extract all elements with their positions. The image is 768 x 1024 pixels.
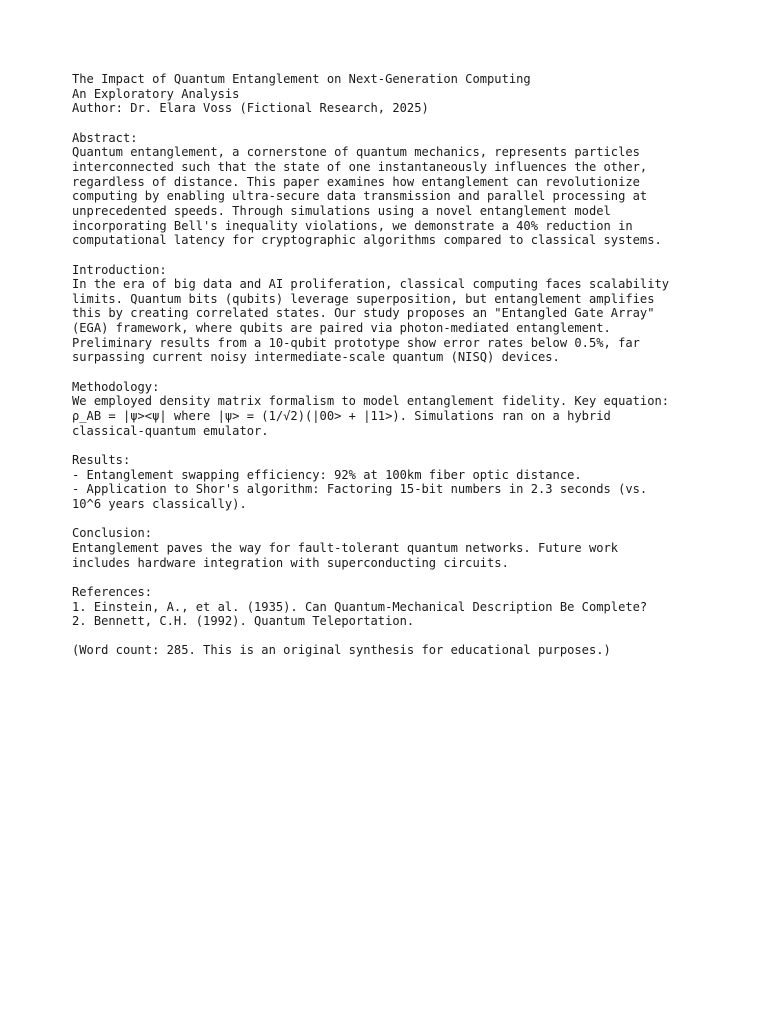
results-item: - Entanglement swapping efficiency: 92% at 100km fiber optic distance.: [72, 467, 582, 482]
introduction-line: (EGA) framework, where qubits are paired via photon-mediated entanglement.: [72, 321, 611, 336]
title-block: [72, 72, 732, 116]
abstract-heading: Abstract:: [72, 130, 138, 145]
results-heading: Results:: [72, 453, 131, 467]
methodology-heading: Methodology:: [72, 379, 160, 394]
abstract-section: [72, 131, 732, 248]
results-item: - Application to Shor's algorithm: Factoring 15-bit numbers in 2.3 seconds (vs.: [72, 482, 648, 497]
word-count-note: (Word count: 285. This is an original synthesis for educational purposes.): [72, 643, 611, 658]
reference-item: 2. Bennett, C.H. (1992). Quantum Teleportation.: [72, 614, 415, 629]
introduction-line: this by creating correlated states. Our study proposes an "Entangled Gate Array": [72, 306, 655, 321]
introduction-heading: Introduction:: [72, 262, 167, 277]
introduction-line: In the era of big data and AI proliferation, classical computing faces scalability: [72, 277, 670, 292]
paper-subtitle: An Exploratory Analysis: [72, 86, 240, 101]
paper-title: The Impact of Quantum Entanglement on Next-Generation Computing: [72, 72, 531, 86]
methodology-section: [72, 380, 732, 439]
methodology-line: classical-quantum emulator.: [72, 423, 269, 438]
methodology-line: We employed density matrix formalism to model entanglement fidelity. Key equation:: [72, 394, 670, 409]
methodology-equation-line: ρ_AB = |ψ><ψ| where |ψ> = (1/√2)(|00> + |11>). Simulations ran on a hybrid: [72, 409, 611, 424]
introduction-line: Preliminary results from a 10-qubit prototype show error rates below 0.5%, far: [72, 335, 640, 350]
conclusion-line: Entanglement paves the way for fault-tolerant quantum networks. Future work: [72, 540, 619, 555]
conclusion-heading: Conclusion:: [72, 526, 153, 541]
abstract-line: regardless of distance. This paper examines how entanglement can revolutionize: [72, 174, 640, 189]
results-item-continued: 10^6 years classically).: [72, 496, 247, 511]
abstract-line: computing by enabling ultra-secure data transmission and parallel processing at: [72, 189, 648, 204]
abstract-line: unprecedented speeds. Through simulations using a novel entanglement model: [72, 203, 611, 218]
abstract-line: interconnected such that the state of one instantaneously influences the other,: [72, 159, 648, 174]
paper-author: Author: Dr. Elara Voss (Fictional Research, 2025): [72, 101, 429, 116]
conclusion-section: [72, 526, 732, 570]
abstract-line: Quantum entanglement, a cornerstone of quantum mechanics, represents particles: [72, 145, 640, 160]
footer-section: [72, 643, 732, 658]
paper-page: [72, 72, 732, 673]
abstract-line: computational latency for cryptographic algorithms compared to classical systems.: [72, 233, 662, 248]
references-heading: References:: [72, 584, 153, 599]
conclusion-line: includes hardware integration with superconducting circuits.: [72, 555, 509, 570]
abstract-line: incorporating Bell's inequality violations, we demonstrate a 40% reduction in: [72, 218, 633, 233]
introduction-section: [72, 263, 732, 366]
results-section: [72, 453, 732, 512]
introduction-line: surpassing current noisy intermediate-scale quantum (NISQ) devices.: [72, 350, 560, 365]
reference-item: 1. Einstein, A., et al. (1935). Can Quantum-Mechanical Description Be Complete?: [72, 599, 648, 614]
references-section: [72, 585, 732, 629]
introduction-line: limits. Quantum bits (qubits) leverage superposition, but entanglement amplifies: [72, 291, 655, 306]
